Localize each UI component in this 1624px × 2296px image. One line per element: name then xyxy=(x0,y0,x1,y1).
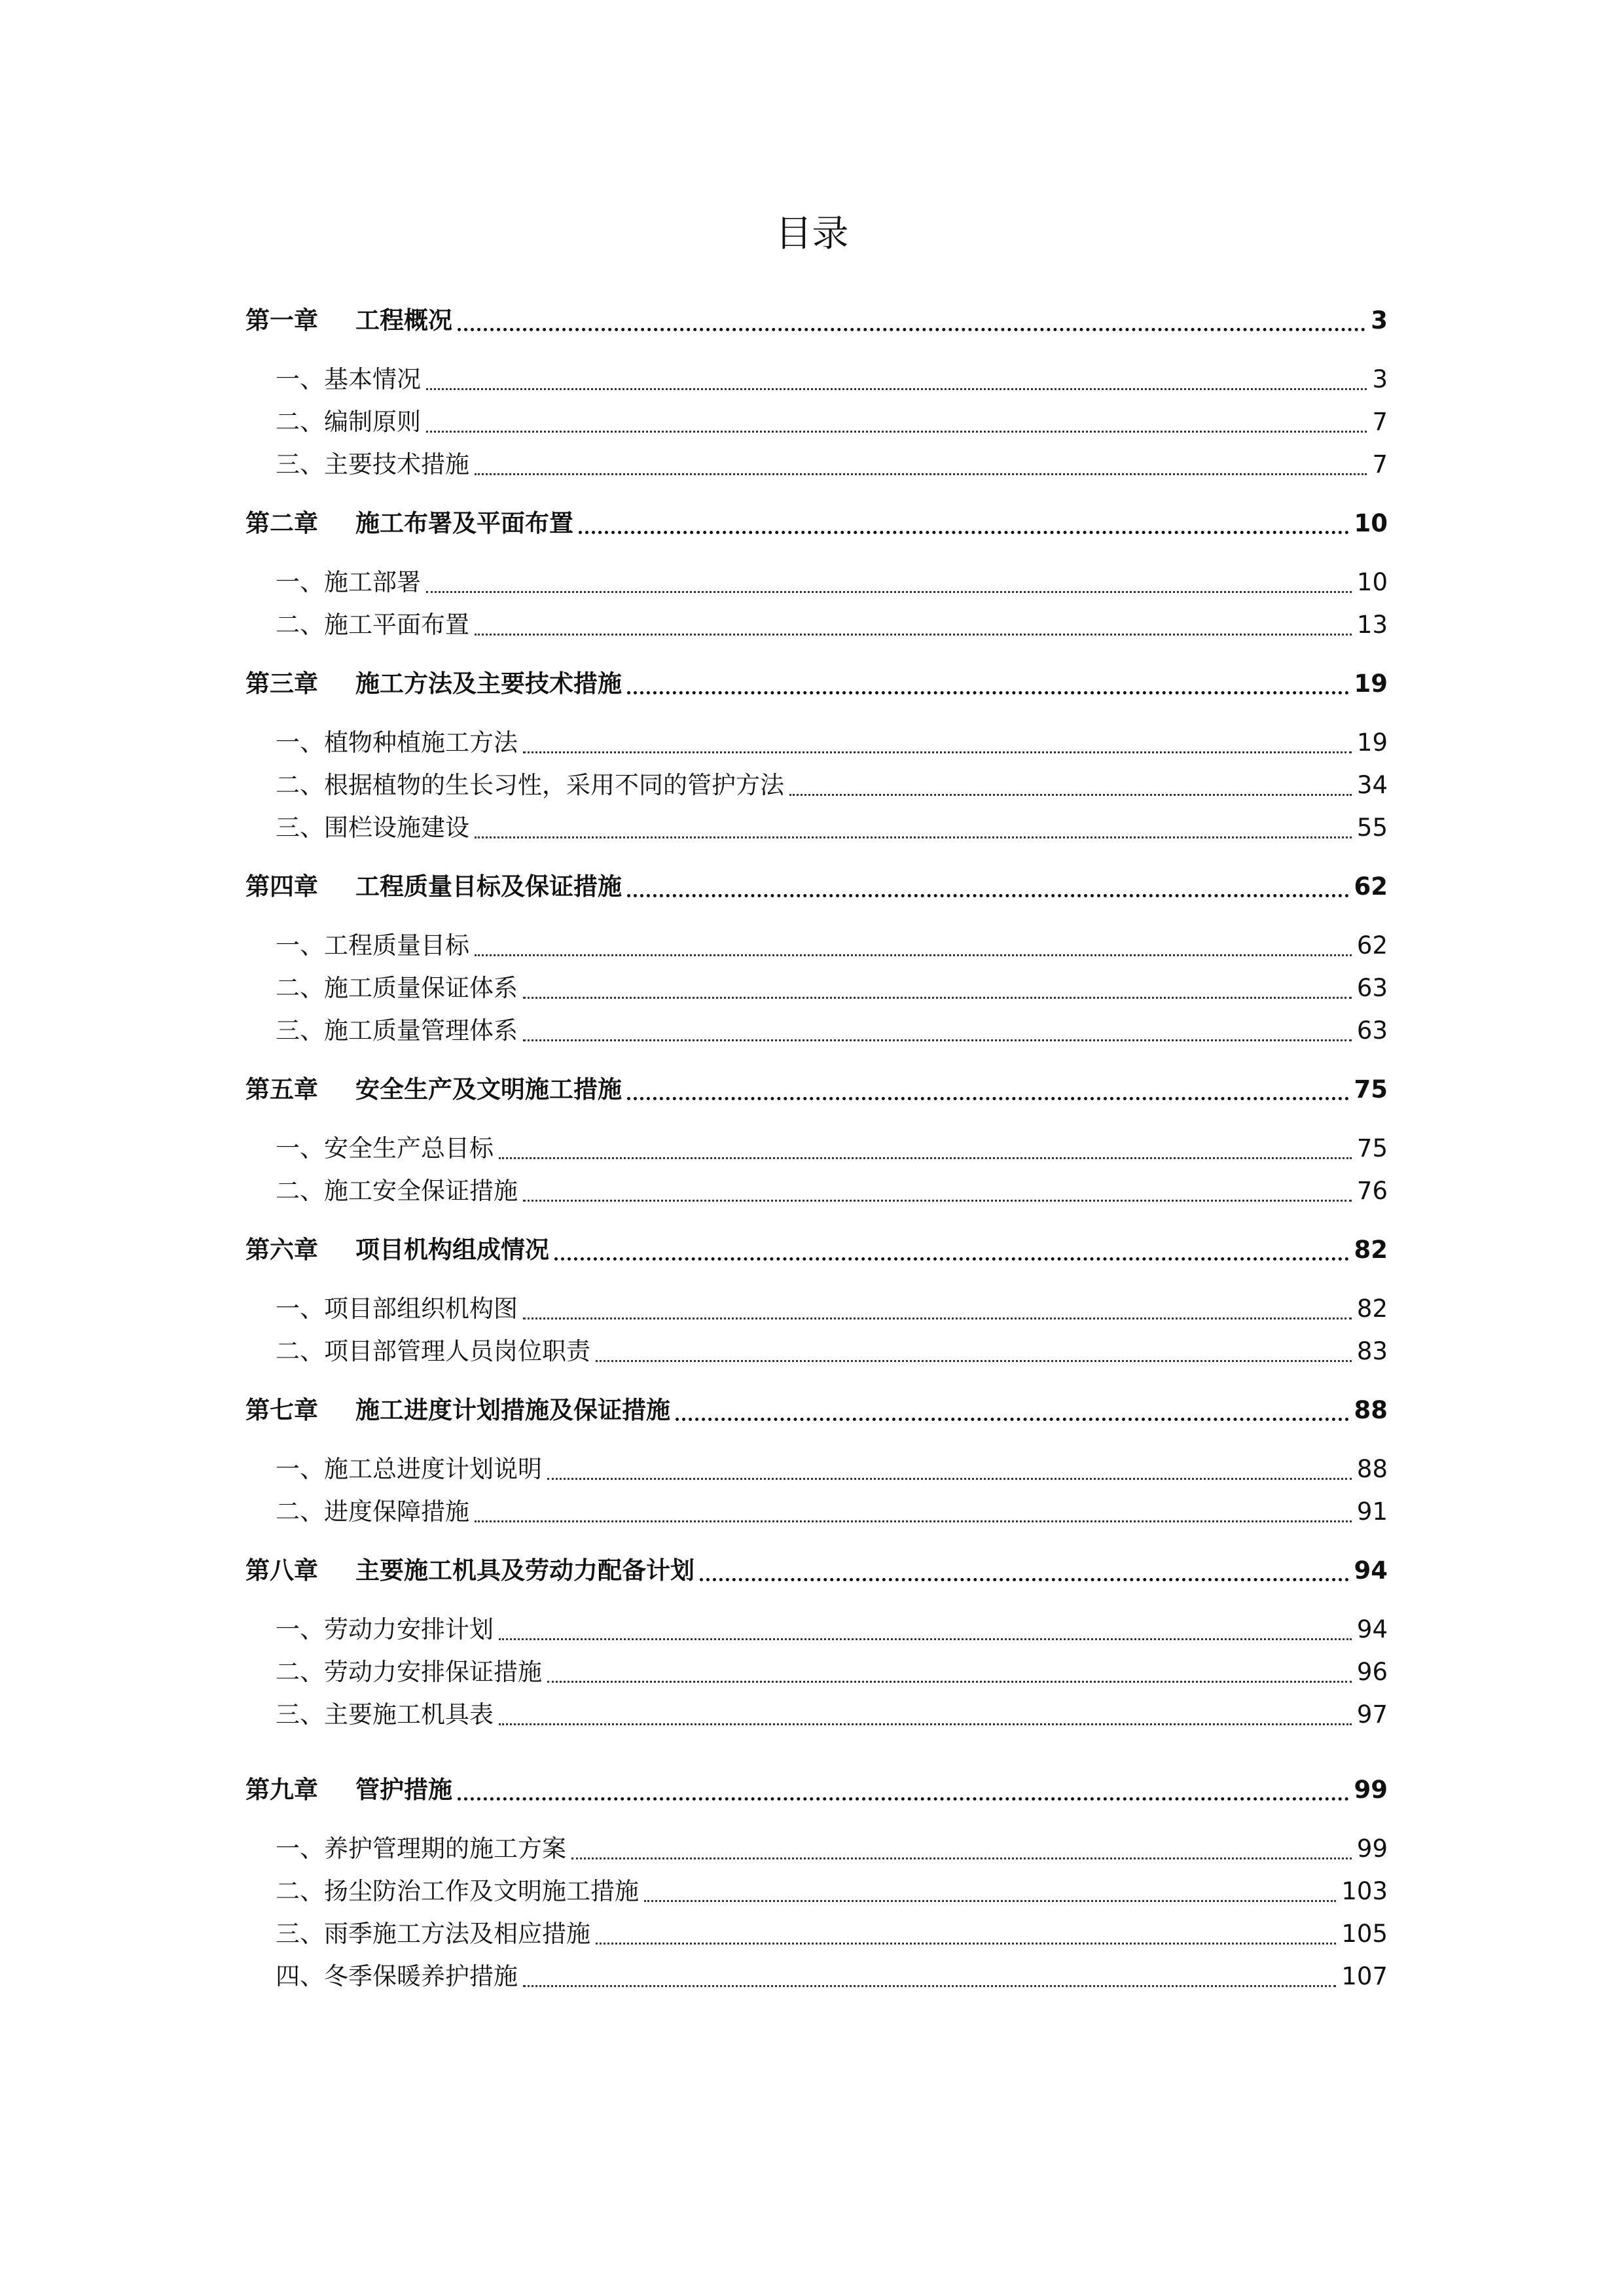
dot-leader xyxy=(627,691,1349,694)
toc-section-label: 一、劳动力安排计划 xyxy=(276,1615,494,1643)
toc-page-number: 63 xyxy=(1356,974,1388,1002)
toc-page-number: 7 xyxy=(1372,408,1388,436)
toc-chapter-label xyxy=(245,1070,622,1109)
toc-page-number: 34 xyxy=(1356,771,1388,799)
toc-section-label: 二、进度保障措施 xyxy=(276,1498,469,1526)
toc-page-number: 103 xyxy=(1341,1877,1388,1905)
toc-chapter-entry[interactable] xyxy=(245,1070,1388,1109)
toc-chapter-label xyxy=(245,504,573,543)
toc-page-number: 63 xyxy=(1356,1016,1388,1045)
toc-chapter-number: 第六章 xyxy=(245,1236,318,1264)
toc-section-entry[interactable] xyxy=(276,1129,1388,1168)
toc-section-entry[interactable] xyxy=(276,605,1388,645)
toc-section-label: 一、基本情况 xyxy=(276,365,421,393)
toc-section-entry[interactable] xyxy=(276,1172,1388,1211)
toc-section-label: 二、编制原则 xyxy=(276,408,421,436)
toc-section-entry[interactable] xyxy=(276,1653,1388,1692)
toc-chapter-number: 第二章 xyxy=(245,509,318,537)
toc-section-entry[interactable] xyxy=(276,1011,1388,1050)
toc-page-number: 13 xyxy=(1356,611,1388,639)
toc-page-number: 88 xyxy=(1354,1396,1388,1424)
dot-leader xyxy=(426,388,1367,390)
toc-page-number: 3 xyxy=(1371,306,1388,334)
toc-chapter-label xyxy=(245,1770,452,1810)
dot-leader xyxy=(547,1478,1352,1480)
dot-leader xyxy=(627,894,1349,897)
toc-section-label: 三、围栏设施建设 xyxy=(276,814,469,842)
toc-chapter-label xyxy=(245,1230,549,1270)
dot-leader xyxy=(475,634,1352,636)
toc-chapter-label xyxy=(245,301,452,340)
toc-chapter-label xyxy=(245,867,622,906)
toc-page-number: 3 xyxy=(1372,365,1388,393)
dot-leader xyxy=(547,1681,1352,1683)
toc-section-entry[interactable] xyxy=(276,808,1388,848)
toc-chapter-entry[interactable] xyxy=(245,504,1388,543)
toc-page-number: 97 xyxy=(1356,1700,1388,1729)
dot-leader xyxy=(499,1157,1352,1159)
toc-chapter-entry[interactable] xyxy=(245,1551,1388,1590)
toc-chapter-number: 第七章 xyxy=(245,1396,318,1424)
toc-section-label: 四、冬季保暖养护措施 xyxy=(276,1962,518,1990)
toc-chapter-entry[interactable] xyxy=(245,867,1388,906)
toc-section-entry[interactable] xyxy=(276,926,1388,965)
dot-leader xyxy=(523,1985,1336,1987)
toc-section-label: 二、施工质量保证体系 xyxy=(276,974,518,1002)
toc-page-number: 88 xyxy=(1356,1455,1388,1483)
toc-section-label: 一、施工部署 xyxy=(276,568,421,596)
toc-section-entry[interactable] xyxy=(276,1492,1388,1532)
toc-chapter-number: 第八章 xyxy=(245,1556,318,1585)
toc-page-number: 10 xyxy=(1356,568,1388,596)
toc-chapter-number: 第三章 xyxy=(245,670,318,698)
toc-chapter-title: 施工方法及主要技术措施 xyxy=(355,670,622,698)
dot-leader xyxy=(426,591,1352,593)
toc-section-entry[interactable] xyxy=(276,1695,1388,1734)
toc-section-entry[interactable] xyxy=(276,1450,1388,1489)
toc-chapter-number: 第五章 xyxy=(245,1075,318,1103)
dot-leader xyxy=(700,1578,1349,1581)
toc-section-label: 一、养护管理期的施工方案 xyxy=(276,1835,566,1863)
toc-section-entry[interactable] xyxy=(276,1610,1388,1649)
toc-section-entry[interactable] xyxy=(276,1957,1388,1996)
toc-page-number: 94 xyxy=(1356,1615,1388,1643)
toc-chapter-entry[interactable] xyxy=(245,1770,1388,1810)
dot-leader xyxy=(499,1638,1352,1640)
toc-page-number: 62 xyxy=(1356,931,1388,960)
toc-section-label: 二、扬尘防治工作及文明施工措施 xyxy=(276,1877,639,1905)
toc-page-number: 83 xyxy=(1356,1337,1388,1365)
toc-section-entry[interactable] xyxy=(276,403,1388,442)
toc-page-number: 75 xyxy=(1354,1075,1388,1103)
toc-chapter-title: 工程概况 xyxy=(355,306,452,334)
toc-section-entry[interactable] xyxy=(276,1914,1388,1954)
toc-chapter-title: 施工进度计划措施及保证措施 xyxy=(355,1396,670,1424)
toc-chapter-entry[interactable] xyxy=(245,1391,1388,1430)
toc-page-number: 62 xyxy=(1354,872,1388,901)
dot-leader xyxy=(426,431,1367,433)
toc-page-number: 7 xyxy=(1372,450,1388,478)
toc-page-number: 99 xyxy=(1356,1835,1388,1863)
toc-page-number: 91 xyxy=(1356,1498,1388,1526)
dot-leader xyxy=(458,328,1365,331)
toc-page-number: 105 xyxy=(1341,1920,1388,1948)
toc-page-number: 99 xyxy=(1354,1776,1388,1804)
dot-leader xyxy=(676,1418,1349,1421)
dot-leader xyxy=(523,1200,1352,1202)
dot-leader xyxy=(571,1857,1352,1859)
toc-section-entry[interactable] xyxy=(276,969,1388,1008)
dot-leader xyxy=(475,954,1352,956)
dot-leader xyxy=(523,1318,1352,1319)
dot-leader xyxy=(475,473,1367,475)
toc-page-number: 76 xyxy=(1356,1177,1388,1205)
toc-page-number: 19 xyxy=(1354,670,1388,698)
toc-section-entry[interactable] xyxy=(276,563,1388,602)
toc-section-label: 三、主要施工机具表 xyxy=(276,1700,494,1729)
toc-section-entry[interactable] xyxy=(276,723,1388,762)
toc-page-number: 19 xyxy=(1356,728,1388,757)
toc-chapter-number: 第四章 xyxy=(245,872,318,901)
toc-page-number: 55 xyxy=(1356,814,1388,842)
dot-leader xyxy=(627,1097,1349,1100)
dot-leader xyxy=(579,531,1349,534)
dot-leader xyxy=(475,836,1352,838)
toc-section-label: 二、施工安全保证措施 xyxy=(276,1177,518,1205)
toc-section-entry[interactable] xyxy=(276,1829,1388,1869)
toc-chapter-title: 项目机构组成情况 xyxy=(355,1236,549,1264)
toc-section-label: 二、根据植物的生长习性，采用不同的管护方法 xyxy=(276,771,784,799)
toc-page-number: 82 xyxy=(1356,1295,1388,1323)
toc-page-number: 82 xyxy=(1354,1236,1388,1264)
dot-leader xyxy=(644,1900,1336,1902)
toc-chapter-title: 管护措施 xyxy=(355,1776,452,1804)
toc-title: 目录 xyxy=(775,213,849,255)
dot-leader xyxy=(475,1520,1352,1522)
toc-page-number: 75 xyxy=(1356,1134,1388,1162)
toc-section-label: 一、施工总进度计划说明 xyxy=(276,1455,542,1483)
toc-chapter-label xyxy=(245,1551,695,1590)
toc-section-entry[interactable] xyxy=(276,360,1388,399)
dot-leader xyxy=(554,1257,1349,1261)
toc-section-entry[interactable] xyxy=(276,445,1388,484)
toc-section-label: 一、工程质量目标 xyxy=(276,931,469,960)
toc-chapter-label xyxy=(245,664,622,704)
toc-section-entry[interactable] xyxy=(276,1289,1388,1329)
toc-chapter-title: 工程质量目标及保证措施 xyxy=(355,872,622,901)
toc-section-label: 一、项目部组织机构图 xyxy=(276,1295,518,1323)
toc-section-entry[interactable] xyxy=(276,1332,1388,1371)
table-of-contents xyxy=(245,0,1388,2296)
dot-leader xyxy=(596,1360,1352,1362)
toc-chapter-entry[interactable] xyxy=(245,1230,1388,1270)
toc-section-label: 二、施工平面布置 xyxy=(276,611,469,639)
toc-page-number: 107 xyxy=(1341,1962,1388,1990)
toc-chapter-number: 第一章 xyxy=(245,306,318,334)
toc-section-label: 二、项目部管理人员岗位职责 xyxy=(276,1337,590,1365)
dot-leader xyxy=(499,1723,1352,1725)
toc-section-entry[interactable] xyxy=(276,766,1388,805)
toc-section-label: 三、施工质量管理体系 xyxy=(276,1016,518,1045)
toc-chapter-label xyxy=(245,1391,670,1430)
toc-section-label: 一、植物种植施工方法 xyxy=(276,728,518,757)
toc-chapter-number: 第九章 xyxy=(245,1776,318,1804)
toc-chapter-entry[interactable] xyxy=(245,664,1388,704)
toc-chapter-title: 安全生产及文明施工措施 xyxy=(355,1075,622,1103)
dot-leader xyxy=(596,1943,1336,1945)
dot-leader xyxy=(458,1797,1349,1801)
dot-leader xyxy=(523,751,1352,753)
toc-page-number: 94 xyxy=(1354,1556,1388,1585)
dot-leader xyxy=(523,1039,1352,1041)
toc-chapter-title: 主要施工机具及劳动力配备计划 xyxy=(355,1556,695,1585)
toc-section-label: 三、雨季施工方法及相应措施 xyxy=(276,1920,590,1948)
toc-chapter-entry[interactable] xyxy=(245,301,1388,340)
toc-section-label: 一、安全生产总目标 xyxy=(276,1134,494,1162)
dot-leader xyxy=(523,997,1352,999)
toc-page-number: 96 xyxy=(1356,1658,1388,1686)
toc-page-number: 10 xyxy=(1354,509,1388,537)
toc-chapter-title: 施工布署及平面布置 xyxy=(355,509,573,537)
toc-section-label: 二、劳动力安排保证措施 xyxy=(276,1658,542,1686)
dot-leader xyxy=(789,794,1352,796)
toc-section-label: 三、主要技术措施 xyxy=(276,450,469,478)
toc-section-entry[interactable] xyxy=(276,1872,1388,1911)
